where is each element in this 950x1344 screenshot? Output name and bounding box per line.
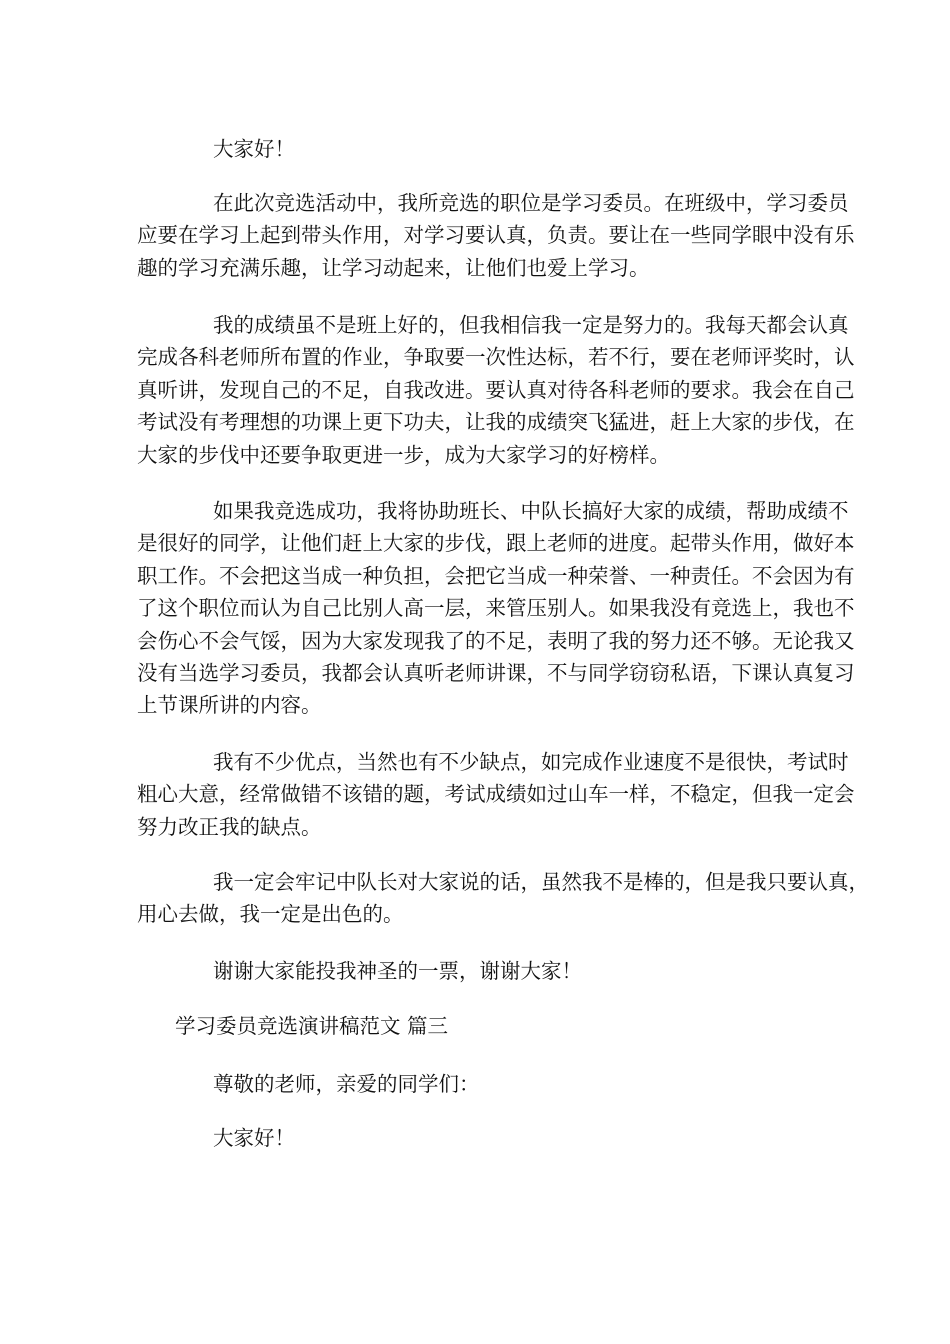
paragraph-2: [137, 309, 855, 471]
paragraph-line: 是很好的同学，让他们赶上大家的步伐，跟上老师的进度。起带头作用，做好本: [137, 531, 855, 556]
thanks-paragraph: [137, 955, 809, 987]
paragraph-line: 用心去做，我一定是出色的。: [137, 902, 404, 927]
paragraph-line: 考试没有考理想的功课上更下功夫，让我的成绩突飞猛进，赶上大家的步伐，在: [137, 410, 855, 435]
salutation-paragraph: [137, 1068, 809, 1100]
paragraph-line: 我一定会牢记中队长对大家说的话，虽然我不是棒的，但是我只要认真，: [213, 870, 869, 894]
paragraph-4: [137, 746, 855, 843]
greeting-text: 大家好！: [213, 1126, 295, 1150]
greeting-paragraph: [137, 133, 809, 165]
paragraph-line: 在此次竞选活动中，我所竞选的职位是学习委员。在班级中，学习委员: [213, 191, 849, 215]
paragraph-line: 完成各科老师所布置的作业，争取要一次性达标，若不行，要在老师评奖时，认: [137, 345, 855, 370]
salutation-text: 尊敬的老师，亲爱的同学们：: [213, 1072, 480, 1096]
paragraph-line: 上节课所讲的内容。: [137, 693, 322, 718]
paragraph-5: [137, 866, 869, 931]
paragraph-line: 趣的学习充满乐趣，让学习动起来，让他们也爱上学习。: [137, 255, 650, 280]
paragraph-line: 我有不少优点，当然也有不少缺点，如完成作业速度不是很快，考试时: [213, 750, 849, 774]
paragraph-line: 会伤心不会气馁，因为大家发现我了的不足，表明了我的努力还不够。无论我又: [137, 628, 855, 653]
section-heading: 学习委员竞选演讲稿范文 篇三: [175, 1014, 449, 1038]
paragraph-line: 努力改正我的缺点。: [137, 814, 322, 839]
paragraph-1: [137, 187, 855, 284]
paragraph-line: 真听讲，发现自己的不足，自我改进。要认真对待各科老师的要求。我会在自己: [137, 377, 855, 402]
paragraph-line: 我的成绩虽不是班上好的，但我相信我一定是努力的。我每天都会认真: [213, 313, 849, 337]
paragraph-line: 职工作。不会把这当成一种负担，会把它当成一种荣誉、一种责任。不会因为有: [137, 563, 855, 588]
thanks-text: 谢谢大家能投我神圣的一票，谢谢大家！: [213, 959, 582, 983]
paragraph-line: 大家的步伐中还要争取更进一步，成为大家学习的好榜样。: [137, 442, 670, 467]
paragraph-3: [137, 495, 855, 722]
paragraph-line: 了这个职位而认为自己比别人高一层，来管压别人。如果我没有竞选上，我也不: [137, 596, 855, 621]
greeting-paragraph-2: [137, 1122, 809, 1154]
paragraph-line: 如果我竞选成功，我将协助班长、中队长搞好大家的成绩，帮助成绩不: [213, 499, 849, 523]
paragraph-line: 没有当选学习委员，我都会认真听老师讲课，不与同学窃窃私语，下课认真复习: [137, 660, 855, 685]
greeting-text: 大家好！: [213, 137, 295, 161]
paragraph-line: 应要在学习上起到带头作用，对学习要认真，负责。要让在一些同学眼中没有乐: [137, 223, 855, 248]
paragraph-line: 粗心大意，经常做错不该错的题，考试成绩如过山车一样，不稳定，但我一定会: [137, 782, 855, 807]
